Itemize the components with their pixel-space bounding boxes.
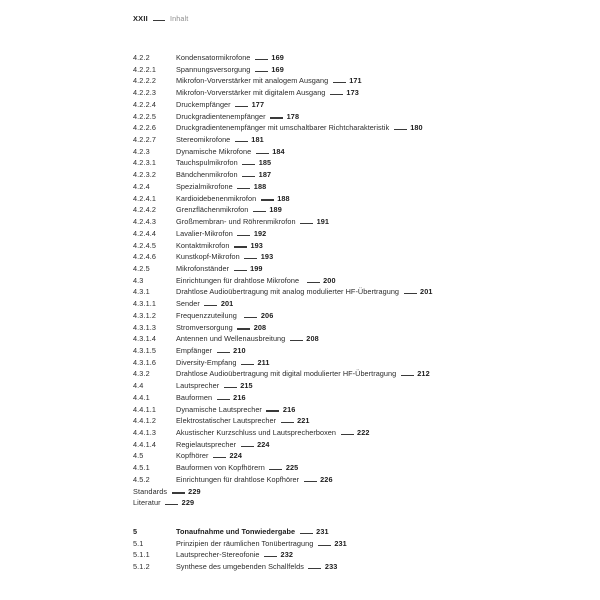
toc-entry-title: Synthese des umgebenden Schallfelds: [176, 562, 304, 572]
toc-entry-page-number: 232: [280, 550, 294, 560]
toc-leader-rule: [237, 188, 250, 189]
toc-entry-page-number: 206: [260, 310, 274, 320]
toc-entry[interactable]: [133, 181, 573, 193]
toc-entry-number: 4.5.1: [133, 463, 150, 473]
toc-entry-page-number: 216: [233, 392, 246, 402]
toc-leader-rule: [165, 504, 178, 505]
toc-entry-title: Einrichtungen für drahtlose Kopfhörer: [176, 474, 300, 484]
toc-leader-rule: [244, 258, 257, 259]
toc-entry-title: Bauformen: [176, 392, 213, 402]
toc-entry-page-number: 178: [286, 111, 300, 121]
toc-entry-page-number: 177: [251, 99, 265, 109]
toc-entry[interactable]: [133, 415, 573, 427]
toc-entry[interactable]: [133, 561, 573, 573]
toc-entry-number: 4.3.1.6: [133, 357, 157, 367]
toc-entry-number: 4.2.3.1: [133, 158, 157, 168]
toc-entry[interactable]: [133, 64, 573, 76]
toc-entry-body: [176, 52, 284, 64]
toc-entry-page-number: 208: [253, 322, 267, 332]
toc-entry-page-number: 173: [346, 88, 359, 98]
toc-entry[interactable]: [133, 75, 573, 87]
toc-entry-page-number: 210: [233, 345, 246, 355]
toc-entry[interactable]: [133, 52, 573, 64]
toc-entry[interactable]: [133, 157, 573, 169]
toc-entry[interactable]: [133, 380, 573, 392]
toc-leader-rule: [401, 375, 414, 376]
toc-entry-number: 4.2.4.2: [133, 205, 157, 215]
toc-entry[interactable]: [133, 486, 573, 498]
toc-entry-body: [176, 404, 295, 416]
toc-entry-body: [176, 134, 264, 146]
toc-leader-rule: [217, 399, 230, 400]
toc-entry-page-number: 212: [417, 369, 430, 379]
toc-entry-number: 4.3.1.4: [133, 334, 157, 344]
toc-entry-body: [176, 216, 329, 228]
toc-entry[interactable]: [133, 333, 573, 345]
toc-entry-number: 4.2.3: [133, 146, 150, 156]
toc-entry-body: [176, 322, 266, 334]
toc-entry-number: 4.4.1: [133, 392, 150, 402]
toc-entry-title: Druckempfänger: [176, 99, 231, 109]
toc-entry-body: [176, 561, 337, 573]
toc-entry-title: Mikrofon-Vorverstärker mit digitalem Ausgang: [176, 88, 326, 98]
toc-leader-rule: [300, 223, 313, 224]
toc-entry-page-number: 201: [420, 287, 433, 297]
toc-entry[interactable]: [133, 169, 573, 181]
toc-entry-body: [176, 193, 290, 205]
toc-entry[interactable]: [133, 298, 573, 310]
toc-entry-body: [176, 64, 284, 76]
toc-entry-page-number: 169: [271, 53, 284, 62]
toc-entry[interactable]: [133, 497, 573, 509]
toc-leader-rule: [204, 305, 217, 306]
toc-entry-page-number: 187: [258, 170, 272, 180]
toc-entry-title: Kunstkopf-Mikrofon: [176, 252, 240, 262]
toc-entry-title: Drahtlose Audioübertragung mit digital modulierter HF-Übertragung: [176, 369, 397, 379]
toc-leader-rule: [172, 492, 185, 493]
toc-entry[interactable]: [133, 310, 573, 322]
toc-leader-rule: [404, 293, 417, 294]
toc-entry-number: 4.3.1.2: [133, 310, 157, 320]
toc-entry-page-number: 201: [220, 299, 234, 309]
toc-entry-body: [176, 99, 264, 111]
toc-entry-body: [176, 415, 310, 427]
toc-entry-title: Regielautsprecher: [176, 439, 237, 449]
toc-entry-body: [176, 357, 270, 369]
toc-entry-body: [176, 111, 299, 123]
toc-entry-body: [176, 439, 270, 451]
toc-entry-number: 4.3.1.1: [133, 299, 157, 309]
toc-entry-body: [161, 497, 194, 509]
toc-entry-number: Literatur: [133, 498, 161, 508]
toc-entry-title: Großmembran- und Röhrenmikrofon: [176, 217, 296, 227]
toc-entry-page-number: 224: [257, 439, 270, 449]
toc-entry-title: Empfänger: [176, 345, 213, 355]
toc-entry-body: [176, 87, 359, 99]
toc-entry-title: Einrichtungen für drahtlose Mikrofone: [176, 275, 300, 285]
toc-entry-page-number: 226: [320, 474, 333, 484]
toc-entry-body: [176, 526, 329, 538]
toc-entry-body: [176, 240, 263, 252]
toc-entry[interactable]: [133, 549, 573, 561]
toc-entry-page-number: 171: [349, 76, 362, 86]
running-head-label: Inhalt: [169, 14, 189, 23]
toc-entry-body: [176, 450, 242, 462]
toc-entry-number: 5.1: [133, 538, 144, 548]
toc-leader-rule: [266, 410, 279, 411]
toc-entry-number: 5: [133, 527, 138, 537]
toc-entry-page-number: 169: [271, 64, 284, 74]
toc-entry-page-number: 193: [260, 252, 274, 262]
toc-entry-page-number: 225: [285, 463, 299, 473]
toc-entry-body: [176, 275, 336, 287]
running-head: [133, 14, 188, 23]
toc-entry[interactable]: [133, 204, 573, 216]
toc-entry-title: Diversity-Empfang: [176, 357, 237, 367]
toc-entry-number: 4.2.2.7: [133, 135, 157, 145]
toc-entry-page-number: 215: [240, 381, 253, 391]
toc-entry-title: Lautsprecher-Stereofonie: [176, 550, 260, 560]
toc-entry-page-number: 222: [357, 428, 370, 437]
toc-entry-number: 4.4: [133, 381, 144, 391]
toc-entry-page-number: 188: [277, 193, 290, 203]
toc-entry[interactable]: [133, 427, 573, 439]
toc-leader-rule: [308, 568, 321, 569]
toc-entry-page-number: 229: [188, 486, 201, 496]
toc-entry-body: [176, 310, 273, 322]
toc-entry-number: 4.4.1.1: [133, 404, 157, 414]
toc-entry-body: [176, 392, 246, 404]
toc-leader-rule: [330, 94, 343, 95]
toc-entry-page-number: 233: [324, 562, 338, 572]
toc-entry-title: Dynamische Mikrofone: [176, 146, 252, 156]
toc-entry-title: Druckgradientenempfänger mit umschaltbarer Richtcharakteristik: [176, 123, 390, 133]
toc-entry-title: Kondensatormikrofone: [176, 53, 251, 62]
toc-leader-rule: [269, 469, 282, 470]
toc-entry-number: 4.3.1.5: [133, 345, 157, 355]
toc-entry-title: Bändchenmikrofon: [176, 170, 238, 180]
toc-entry[interactable]: [133, 538, 573, 550]
toc-entry-page-number: 211: [257, 357, 270, 367]
toc-entry-title: Dynamische Lautsprecher: [176, 404, 262, 414]
toc-entry-body: [167, 486, 200, 498]
toc-entry-title: Mikrofonständer: [176, 263, 230, 273]
toc-leader-rule: [242, 164, 255, 165]
toc-entry[interactable]: [133, 450, 573, 462]
toc-entry-body: [176, 549, 293, 561]
table-of-contents: [133, 52, 573, 573]
toc-entry-title: Frequenzzuteilung: [176, 310, 237, 320]
toc-entry[interactable]: [133, 404, 573, 416]
toc-entry-page-number: 188: [253, 181, 267, 191]
toc-entry-number: 4.2.4: [133, 181, 150, 191]
toc-entry-body: [176, 181, 266, 193]
toc-entry-body: [176, 169, 271, 181]
toc-entry-number: 4.2.4.3: [133, 217, 157, 227]
toc-entry-number: 4.2.3.2: [133, 170, 157, 180]
toc-entry-number: 4.2.4.1: [133, 193, 157, 203]
toc-entry-body: [176, 333, 319, 345]
toc-entry-body: [176, 263, 263, 275]
toc-entry-number: 4.2.2.4: [133, 99, 157, 109]
toc-entry-body: [176, 427, 370, 439]
toc-entry-number: 4.4.1.4: [133, 439, 157, 449]
toc-entry[interactable]: [133, 286, 573, 298]
toc-leader-rule: [341, 434, 354, 435]
toc-entry-title: Lavalier-Mikrofon: [176, 228, 233, 238]
toc-entry-body: [176, 157, 271, 169]
toc-entry-page-number: 208: [306, 334, 319, 344]
toc-entry-title: Drahtlose Audioübertragung mit analog modulierter HF-Übertragung: [176, 287, 400, 297]
toc-leader-rule: [270, 117, 283, 118]
toc-entry-body: [176, 368, 430, 380]
toc-entry[interactable]: [133, 439, 573, 451]
toc-entry-title: Kardioidebenenmikrofon: [176, 193, 257, 203]
toc-entry-title: Stromversorgung: [176, 322, 233, 332]
toc-entry-body: [176, 122, 423, 134]
toc-entry-page-number: 193: [250, 240, 263, 250]
toc-entry-number: 5.1.1: [133, 550, 150, 560]
toc-entry[interactable]: [133, 146, 573, 158]
toc-entry-title: Mikrofon-Vorverstärker mit analogem Ausgang: [176, 76, 329, 86]
toc-entry-number: 4.2.2.2: [133, 76, 157, 86]
toc-entry-title: Tonaufnahme und Tonwiedergabe: [176, 527, 296, 537]
toc-entry[interactable]: [133, 357, 573, 369]
toc-entry-title: Akustischer Kurzschluss und Lautsprecherboxen: [176, 428, 337, 437]
toc-leader-rule: [255, 59, 268, 60]
toc-leader-rule: [290, 340, 303, 341]
toc-leader-rule: [300, 533, 313, 534]
toc-entry-body: [176, 474, 333, 486]
toc-entry-page-number: 229: [181, 498, 195, 508]
toc-entry-page-number: 200: [323, 275, 336, 285]
toc-entry-body: [176, 462, 298, 474]
toc-entry-page-number: 199: [250, 263, 263, 273]
toc-leader-rule: [264, 556, 277, 557]
toc-leader-rule: [234, 270, 247, 271]
toc-leader-rule: [255, 71, 268, 72]
toc-entry-title: Bauformen von Kopfhörern: [176, 463, 265, 473]
toc-entry-page-number: 189: [269, 205, 282, 215]
toc-leader-rule: [237, 235, 250, 236]
toc-entry-body: [176, 228, 266, 240]
toc-entry[interactable]: [133, 275, 573, 287]
toc-entry-number: 4.2.4.5: [133, 240, 157, 250]
toc-leader-rule: [307, 282, 320, 283]
toc-entry[interactable]: [133, 87, 573, 99]
toc-leader-rule: [235, 106, 248, 107]
toc-leader-rule: [213, 457, 226, 458]
toc-entry-body: [176, 251, 273, 263]
toc-entry[interactable]: [133, 263, 573, 275]
toc-entry-number: 4.3.1.3: [133, 322, 157, 332]
toc-leader-rule: [234, 246, 247, 247]
toc-leader-rule: [261, 199, 274, 200]
toc-entry-title: Kontaktmikrofon: [176, 240, 230, 250]
toc-entry-title: Kopfhörer: [176, 451, 209, 461]
toc-leader-rule: [394, 129, 407, 130]
toc-entry[interactable]: [133, 345, 573, 357]
toc-leader-rule: [256, 153, 269, 154]
toc-entry-title: Lautsprecher: [176, 381, 220, 391]
toc-entry-number: 4.3.1: [133, 287, 150, 297]
toc-entry-body: [176, 538, 347, 550]
toc-entry-page-number: 181: [251, 135, 264, 145]
toc-entry[interactable]: [133, 99, 573, 111]
toc-leader-rule: [318, 545, 331, 546]
toc-entry-body: [176, 146, 285, 158]
toc-entry-title: Stereomikrofone: [176, 135, 231, 145]
toc-entry-number: 5.1.2: [133, 562, 150, 572]
toc-entry[interactable]: [133, 228, 573, 240]
toc-entry-body: [176, 380, 253, 392]
toc-entry-number: 4.5: [133, 451, 144, 461]
toc-entry-page-number: 231: [316, 527, 329, 537]
toc-entry-title: Prinzipien der räumlichen Tonübertragung: [176, 538, 314, 548]
toc-entry-number: 4.4.1.3: [133, 428, 157, 437]
toc-leader-rule: [237, 328, 250, 329]
toc-leader-rule: [235, 141, 248, 142]
toc-leader-rule: [333, 82, 346, 83]
toc-entry[interactable]: [133, 474, 573, 486]
toc-entry-title: Elektrostatischer Lautsprecher: [176, 416, 277, 426]
toc-entry-body: [176, 286, 433, 298]
toc-entry-number: 4.2.2.6: [133, 123, 157, 133]
toc-entry-page-number: 184: [272, 146, 285, 156]
toc-entry-number: 4.2.2.3: [133, 88, 157, 98]
toc-leader-rule: [217, 352, 230, 353]
toc-entry[interactable]: [133, 240, 573, 252]
toc-entry[interactable]: [133, 322, 573, 334]
toc-entry-body: [176, 345, 246, 357]
toc-entry-title: Spannungsversorgung: [176, 64, 251, 74]
toc-leader-rule: [241, 364, 254, 365]
toc-entry[interactable]: [133, 111, 573, 123]
toc-entry-number: 4.2.2.1: [133, 64, 157, 74]
toc-entry-title: Druckgradientenempfänger: [176, 111, 266, 121]
toc-entry-title: Grenzflächenmikrofon: [176, 205, 249, 215]
toc-entry-title: Sender: [176, 299, 200, 309]
toc-entry-page-number: 180: [410, 123, 423, 133]
running-head-rule: [153, 20, 165, 21]
toc-entry-number: 4.2.4.6: [133, 252, 157, 262]
toc-leader-rule: [241, 446, 254, 447]
toc-entry-page-number: 185: [258, 158, 272, 168]
toc-entry-number: 4.2.5: [133, 263, 150, 273]
page-folio-number: XXII: [133, 14, 148, 23]
toc-entry-number: 4.2.2: [133, 53, 150, 62]
toc-spacer: [133, 509, 573, 526]
toc-entry[interactable]: [133, 122, 573, 134]
toc-leader-rule: [304, 481, 317, 482]
toc-entry-number: 4.4.1.2: [133, 416, 157, 426]
toc-entry-body: [176, 75, 362, 87]
toc-entry[interactable]: [133, 134, 573, 146]
toc-entry-number: 4.2.2.5: [133, 111, 157, 121]
toc-entry-title: Antennen und Wellenausbreitung: [176, 334, 286, 344]
toc-entry-page-number: 216: [282, 404, 296, 414]
toc-leader-rule: [224, 387, 237, 388]
toc-entry-page-number: 192: [253, 228, 267, 238]
toc-entry-page-number: 231: [334, 538, 347, 548]
toc-entry[interactable]: [133, 392, 573, 404]
toc-entry-number: 4.3.2: [133, 369, 150, 379]
toc-entry-title: Tauchspulmikrofon: [176, 158, 238, 168]
toc-entry-page-number: 221: [297, 416, 310, 426]
toc-entry-number: 4.2.4.4: [133, 228, 157, 238]
toc-leader-rule: [253, 211, 266, 212]
toc-entry[interactable]: [133, 368, 573, 380]
toc-entry-number: 4.3: [133, 275, 144, 285]
toc-entry-body: [176, 298, 233, 310]
toc-entry[interactable]: [133, 462, 573, 474]
toc-entry-number: Standards: [133, 486, 168, 496]
toc-entry-number: 4.5.2: [133, 474, 150, 484]
toc-entry-title: Spezialmikrofone: [176, 181, 233, 191]
toc-entry[interactable]: [133, 526, 573, 538]
toc-entry-page-number: 191: [316, 217, 330, 227]
toc-leader-rule: [244, 317, 257, 318]
toc-entry[interactable]: [133, 216, 573, 228]
toc-entry[interactable]: [133, 251, 573, 263]
toc-entry[interactable]: [133, 193, 573, 205]
toc-leader-rule: [281, 422, 294, 423]
toc-entry-page-number: 224: [229, 451, 242, 461]
toc-entry-body: [176, 204, 282, 216]
toc-leader-rule: [242, 176, 255, 177]
